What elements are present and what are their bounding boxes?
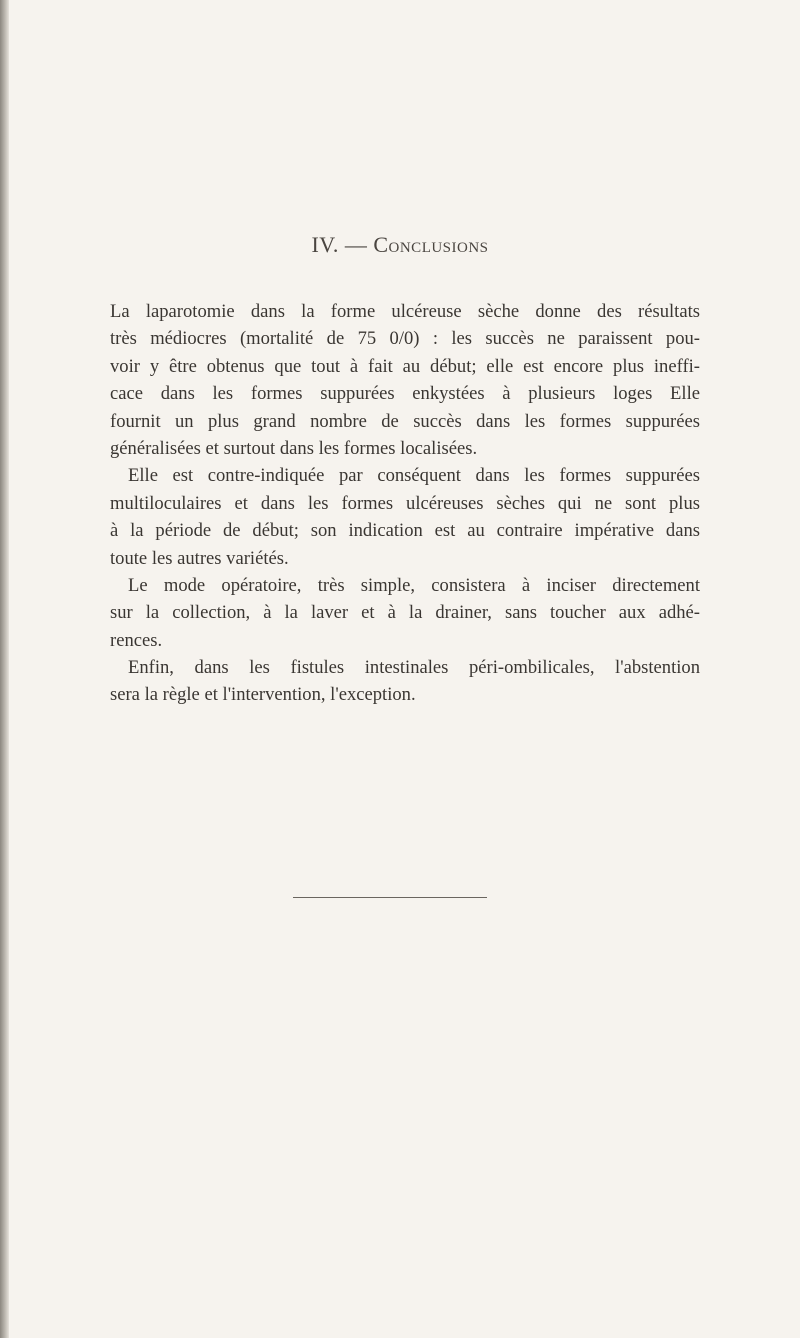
- end-rule: [293, 897, 487, 898]
- text-line: sera la règle et l'intervention, l'exception.: [110, 684, 416, 706]
- text-line: sur la collection, à la laver et à la drainer, sans toucher aux adhé-: [110, 602, 700, 624]
- body-text: [110, 298, 700, 709]
- text-line: Enfin, dans les fistules intestinales péri-ombilicales, l'abstention: [128, 657, 700, 679]
- text-line: voir y être obtenus que tout à fait au début; elle est encore plus ineffi-: [110, 355, 700, 377]
- section-dash: —: [344, 232, 368, 257]
- text-line: cace dans les formes suppurées enkystées à plusieurs loges Elle: [110, 383, 700, 405]
- text-line: toute les autres variétés.: [110, 547, 289, 569]
- text-line: très médiocres (mortalité de 75 0/0) : les succès ne paraissent pou-: [110, 328, 700, 350]
- text-line: rences.: [110, 629, 163, 651]
- section-heading: [0, 232, 800, 258]
- text-line: fournit un plus grand nombre de succès dans les formes suppurées: [110, 410, 700, 432]
- text-line: La laparotomie dans la forme ulcéreuse sèche donne des résultats: [110, 301, 700, 322]
- section-title: Conclusions: [373, 232, 489, 257]
- text-line: Elle est contre-indiquée par conséquent dans les formes suppurées: [128, 465, 700, 487]
- text-line: Le mode opératoire, très simple, consistera à inciser directement: [128, 574, 700, 596]
- section-numeral: IV.: [311, 232, 339, 257]
- text-line: à la période de début; son indication est au contraire impérative dans: [110, 520, 700, 542]
- text-line: généralisées et surtout dans les formes localisées.: [110, 437, 478, 459]
- text-line: multiloculaires et dans les formes ulcéreuses sèches qui ne sont plus: [110, 492, 700, 514]
